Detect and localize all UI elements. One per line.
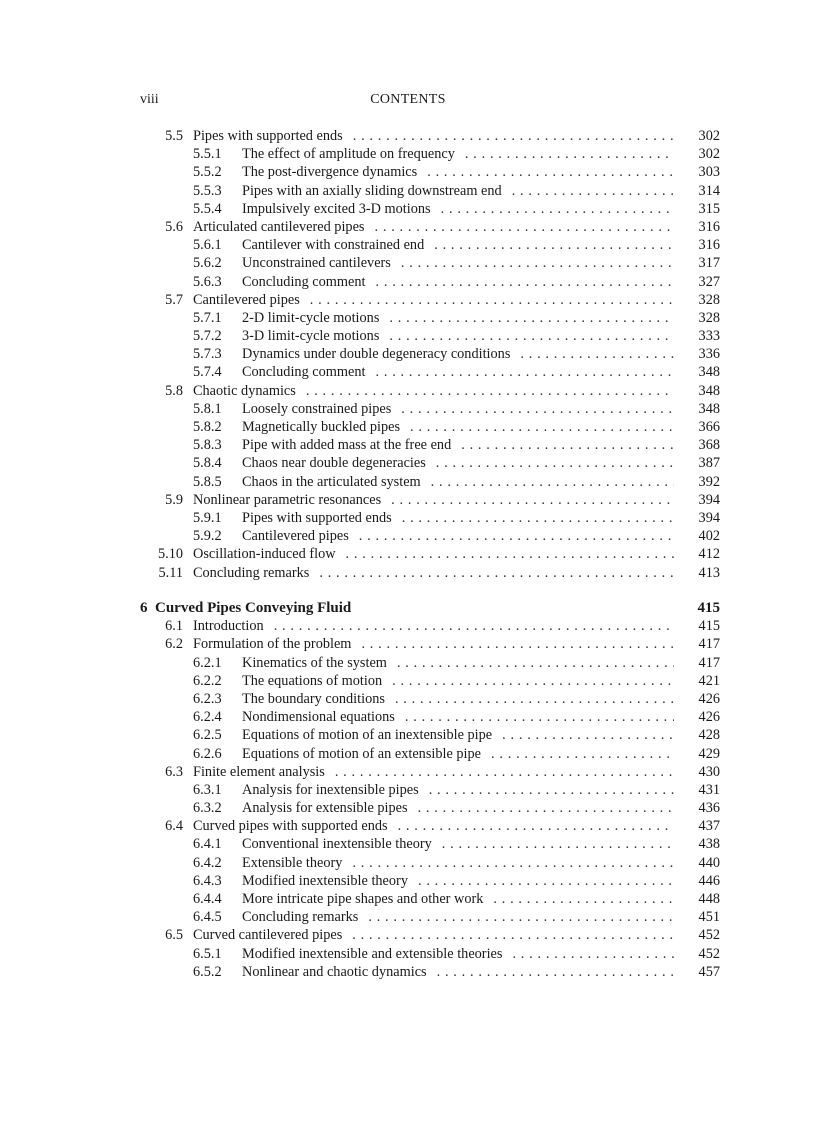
- toc-entry-title-wrap: [242, 345, 674, 363]
- toc-entry-number: 5.11: [158, 564, 183, 581]
- toc-entry-number: 5.9.1: [193, 509, 222, 526]
- toc-entry-page: 314: [698, 182, 720, 199]
- toc-entry-number: 6.1: [165, 618, 183, 635]
- toc-entry-title-wrap: [242, 708, 674, 726]
- toc-entry-number: 5.9: [165, 491, 183, 508]
- toc-entry-title: The boundary conditions: [242, 690, 385, 707]
- toc-entry[interactable]: [0, 545, 816, 563]
- toc-entry-title: The post-divergence dynamics: [242, 164, 418, 181]
- dot-leader: [418, 872, 674, 890]
- toc-entry[interactable]: [0, 690, 816, 708]
- toc-entry[interactable]: [0, 708, 816, 726]
- toc-entry-title-wrap: [193, 491, 674, 509]
- dot-leader: [346, 545, 674, 563]
- toc-entry-title-wrap: [242, 236, 674, 254]
- toc-entry-title-wrap: [242, 273, 674, 291]
- dot-leader: [437, 963, 674, 981]
- toc-entry-number: 6.3.2: [193, 800, 222, 817]
- toc-entry[interactable]: [0, 726, 816, 744]
- toc-entry-page: 336: [698, 346, 720, 363]
- dot-leader: [431, 473, 674, 491]
- toc-entry-number: 5.6.1: [193, 237, 222, 254]
- dot-leader: [442, 835, 674, 853]
- toc-entry-page: 436: [698, 800, 720, 817]
- dot-leader: [375, 218, 675, 236]
- toc-entry[interactable]: [0, 273, 816, 291]
- toc-entry-number: 5.7.2: [193, 328, 222, 345]
- dot-leader: [461, 436, 674, 454]
- toc-entry-title-wrap: [242, 963, 674, 981]
- toc-entry-title: Articulated cantilevered pipes: [193, 218, 365, 235]
- toc-entry[interactable]: [0, 763, 816, 781]
- dot-leader: [429, 781, 674, 799]
- toc-entry-page: 316: [698, 218, 720, 235]
- toc-entry-title: Equations of motion of an extensible pipe: [242, 745, 482, 762]
- toc-entry-title-wrap: [242, 854, 674, 872]
- toc-entry-title-wrap: [242, 163, 674, 181]
- toc-entry-title-wrap: [242, 200, 674, 218]
- toc-entry-title: Kinematics of the system: [242, 654, 387, 671]
- toc-entry-title: Concluding remarks: [193, 564, 310, 581]
- toc-entry-number: 5.10: [157, 546, 183, 563]
- dot-leader: [398, 817, 674, 835]
- toc-entry[interactable]: [0, 236, 816, 254]
- toc-entry-page: 402: [698, 528, 720, 545]
- toc-entry[interactable]: [0, 436, 816, 454]
- toc-entry-title-wrap: [242, 436, 674, 454]
- toc-entry[interactable]: [0, 835, 816, 853]
- table-of-contents: [0, 127, 816, 981]
- toc-entry-title-wrap: [242, 182, 674, 200]
- toc-entry-title: Equations of motion of an inextensible pipe: [242, 727, 493, 744]
- toc-entry-title: Concluding remarks: [242, 909, 359, 926]
- dot-leader: [389, 309, 674, 327]
- toc-entry-page: 317: [698, 255, 720, 272]
- toc-entry-title: Oscillation-induced flow: [193, 546, 336, 563]
- toc-entry-page: 302: [698, 146, 720, 163]
- dot-leader: [359, 527, 674, 545]
- toc-entry[interactable]: [0, 382, 816, 400]
- toc-entry-number: 5.5.1: [193, 146, 222, 163]
- toc-entry-title: 2-D limit-cycle motions: [242, 309, 380, 326]
- toc-entry[interactable]: [0, 745, 816, 763]
- toc-entry-title-wrap: [242, 835, 674, 853]
- toc-entry-title: Cantilever with constrained end: [242, 237, 425, 254]
- dot-leader: [306, 382, 674, 400]
- toc-entry-number: 6.2.2: [193, 672, 222, 689]
- toc-entry-title-wrap: [242, 254, 674, 272]
- toc-entry-title: Cantilevered pipes: [242, 528, 349, 545]
- toc-entry-number: 6.4.4: [193, 891, 222, 907]
- toc-entry-title-wrap: [193, 926, 674, 944]
- toc-entry-number: 5.8.3: [193, 437, 222, 454]
- toc-entry-page: 394: [698, 509, 720, 526]
- toc-entry-number: 5.7.1: [193, 309, 222, 326]
- toc-entry-number: 6.5: [165, 927, 183, 944]
- toc-entry[interactable]: [0, 291, 816, 309]
- dot-leader: [434, 236, 674, 254]
- toc-entry-title: The effect of amplitude on frequency: [242, 146, 455, 163]
- toc-entry-number: 5.8.4: [193, 455, 222, 472]
- toc-entry-page: 327: [698, 273, 720, 290]
- toc-entry-title-wrap: [242, 509, 674, 527]
- toc-entry-page: 426: [698, 709, 720, 726]
- running-title: CONTENTS: [370, 92, 446, 107]
- page-header: [0, 92, 816, 112]
- toc-entry-number: 5.8.5: [193, 473, 222, 490]
- toc-entry-number: 6.4.2: [193, 854, 222, 871]
- toc-entry-title: Analysis for extensible pipes: [242, 800, 408, 817]
- toc-entry-title-wrap: [193, 291, 674, 309]
- toc-entry-page: 446: [698, 872, 720, 889]
- toc-entry-number: 5.8.2: [193, 419, 222, 435]
- dot-leader: [405, 708, 674, 726]
- dot-leader: [465, 145, 674, 163]
- dot-leader: [392, 672, 674, 690]
- toc-entry[interactable]: [0, 564, 816, 582]
- toc-entry-page: 428: [698, 727, 720, 744]
- dot-leader: [410, 418, 674, 436]
- dot-leader: [352, 926, 674, 944]
- toc-entry-title-wrap: [242, 690, 674, 708]
- dot-leader: [493, 890, 674, 908]
- toc-entry-title: Chaotic dynamics: [193, 382, 296, 399]
- toc-entry-title-wrap: [242, 945, 674, 963]
- dot-leader: [319, 564, 674, 582]
- toc-entry[interactable]: [0, 127, 816, 145]
- toc-entry-title-wrap: [242, 890, 674, 908]
- toc-entry-title-wrap: [193, 218, 674, 236]
- toc-entry-page: 302: [698, 128, 720, 144]
- toc-entry-title-wrap: [242, 781, 674, 799]
- dot-leader: [491, 745, 674, 763]
- toc-entry-title-wrap: [193, 382, 674, 400]
- dot-leader: [391, 491, 674, 509]
- toc-entry-title: Pipes with an axially sliding downstream end: [242, 182, 502, 199]
- dot-leader: [335, 763, 674, 781]
- toc-entry-title-wrap: [242, 654, 674, 672]
- toc-entry-page: 413: [698, 564, 720, 581]
- toc-entry[interactable]: [0, 509, 816, 527]
- toc-entry-title: Magnetically buckled pipes: [242, 419, 401, 435]
- toc-entry-title-wrap: [242, 799, 674, 817]
- toc-entry-number: 6.2.5: [193, 727, 222, 744]
- toc-entry-page: 315: [698, 200, 720, 217]
- toc-entry-title-wrap: [193, 635, 674, 653]
- toc-entry-title: Concluding comment: [242, 364, 366, 381]
- toc-entry-page: 387: [698, 455, 720, 472]
- chapter-spacer: [0, 582, 816, 599]
- toc-entry-number: 6.4: [165, 818, 183, 835]
- toc-entry-number: 5.5: [165, 128, 183, 144]
- dot-leader: [436, 454, 674, 472]
- toc-entry-number: 5.6.3: [193, 273, 222, 290]
- toc-entry-number: 5.7: [165, 291, 183, 308]
- toc-entry-title: Chaos near double degeneracies: [242, 455, 426, 472]
- toc-entry-number: 5.5.3: [193, 182, 222, 199]
- toc-entry-title: Loosely constrained pipes: [242, 400, 392, 417]
- chapter-title: Curved Pipes Conveying Fluid: [155, 599, 352, 616]
- toc-entry[interactable]: [0, 781, 816, 799]
- toc-entry-title: Pipe with added mass at the free end: [242, 437, 452, 454]
- toc-entry-page: 348: [698, 364, 720, 381]
- dot-leader: [512, 182, 674, 200]
- toc-entry-title: Cantilevered pipes: [193, 291, 300, 308]
- toc-entry-page: 368: [698, 437, 720, 454]
- toc-entry[interactable]: [0, 854, 816, 872]
- toc-entry-title: Finite element analysis: [193, 763, 325, 780]
- toc-entry-page: 303: [698, 164, 720, 181]
- toc-entry-page: 451: [698, 909, 720, 926]
- toc-entry[interactable]: [0, 218, 816, 236]
- toc-entry-page: 328: [698, 291, 720, 308]
- toc-entry-title: Unconstrained cantilevers: [242, 255, 391, 272]
- dot-leader: [401, 254, 674, 272]
- toc-entry-title: Modified inextensible theory: [242, 872, 408, 889]
- toc-entry-title: Dynamics under double degeneracy conditions: [242, 346, 511, 363]
- chapter-heading[interactable]: [0, 599, 816, 618]
- toc-entry-number: 6.2.6: [193, 745, 222, 762]
- toc-entry-title-wrap: [242, 309, 674, 327]
- toc-entry-page: 415: [698, 618, 720, 635]
- dot-leader: [397, 654, 674, 672]
- toc-entry-number: 5.8.1: [193, 400, 222, 417]
- toc-entry-title: Nonlinear and chaotic dynamics: [242, 963, 427, 980]
- toc-entry[interactable]: [0, 527, 816, 545]
- toc-entry-page: 457: [698, 963, 720, 980]
- toc-entry[interactable]: [0, 182, 816, 200]
- toc-entry-page: 430: [698, 763, 720, 780]
- toc-entry-title-wrap: [242, 473, 674, 491]
- toc-entry[interactable]: [0, 418, 816, 436]
- toc-entry-page: 348: [698, 382, 720, 399]
- toc-entry-title: Conventional inextensible theory: [242, 836, 432, 853]
- dot-leader: [418, 799, 674, 817]
- toc-entry-title: Extensible theory: [242, 854, 343, 871]
- toc-entry-title-wrap: [193, 817, 674, 835]
- dot-leader: [352, 854, 674, 872]
- toc-entry-number: 5.6: [165, 218, 183, 235]
- dot-leader: [512, 945, 674, 963]
- toc-entry-page: 448: [698, 891, 720, 907]
- toc-entry-page: 417: [698, 636, 720, 653]
- toc-entry-page: 316: [698, 237, 720, 254]
- toc-entry-title-wrap: [193, 564, 674, 582]
- toc-entry[interactable]: [0, 200, 816, 218]
- toc-entry[interactable]: [0, 473, 816, 491]
- toc-entry[interactable]: [0, 945, 816, 963]
- toc-entry-title-wrap: [242, 527, 674, 545]
- toc-entry-title: The equations of motion: [242, 672, 383, 689]
- toc-entry-title-wrap: [242, 418, 674, 436]
- toc-entry-title-wrap: [193, 127, 674, 145]
- toc-entry[interactable]: [0, 817, 816, 835]
- toc-entry-title: Introduction: [193, 618, 264, 635]
- toc-entry-title: Concluding comment: [242, 273, 366, 290]
- toc-entry-number: 5.6.2: [193, 255, 222, 272]
- toc-entry-page: 452: [698, 945, 720, 962]
- toc-entry-page: 328: [698, 309, 720, 326]
- dot-leader: [402, 509, 674, 527]
- toc-entry[interactable]: [0, 454, 816, 472]
- toc-entry-title: Curved cantilevered pipes: [193, 927, 343, 944]
- toc-entry-number: 6.5.1: [193, 945, 222, 962]
- toc-entry-title: Curved pipes with supported ends: [193, 818, 388, 835]
- toc-entry-page: 333: [698, 328, 720, 345]
- toc-entry-page: 394: [698, 491, 720, 508]
- toc-entry[interactable]: [0, 635, 816, 653]
- toc-entry-number: 6.2.1: [193, 654, 222, 671]
- toc-entry-title: Chaos in the articulated system: [242, 473, 421, 490]
- toc-entry[interactable]: [0, 400, 816, 418]
- toc-entry[interactable]: [0, 926, 816, 944]
- toc-entry-title-wrap: [193, 617, 674, 635]
- dot-leader: [401, 400, 674, 418]
- toc-entry-page: 426: [698, 690, 720, 707]
- toc-entry-page: 348: [698, 400, 720, 417]
- toc-entry-page: 440: [698, 854, 720, 871]
- dot-leader: [368, 908, 674, 926]
- toc-section-6: [0, 617, 816, 981]
- dot-leader: [427, 163, 674, 181]
- dot-leader: [441, 200, 674, 218]
- toc-entry-page: 438: [698, 836, 720, 853]
- toc-entry-title: Analysis for inextensible pipes: [242, 781, 419, 798]
- dot-leader: [376, 273, 675, 291]
- toc-entry[interactable]: [0, 145, 816, 163]
- toc-entry-title: 3-D limit-cycle motions: [242, 328, 380, 345]
- toc-entry-number: 5.8: [165, 382, 183, 399]
- toc-entry[interactable]: [0, 617, 816, 635]
- toc-entry-title: More intricate pipe shapes and other work: [242, 891, 484, 907]
- toc-entry[interactable]: [0, 872, 816, 890]
- toc-entry-number: 6.2: [165, 636, 183, 653]
- toc-entry-page: 437: [698, 818, 720, 835]
- dot-leader: [274, 617, 674, 635]
- toc-entry[interactable]: [0, 799, 816, 817]
- toc-entry-number: 5.7.4: [193, 364, 222, 381]
- toc-entry-number: 6.5.2: [193, 963, 222, 980]
- toc-entry-page: 392: [698, 473, 720, 490]
- toc-entry-title-wrap: [242, 145, 674, 163]
- toc-section-5: [0, 127, 816, 582]
- toc-entry-number: 5.7.3: [193, 346, 222, 363]
- page-number: viii: [140, 92, 159, 107]
- toc-entry-page: 431: [698, 781, 720, 798]
- dot-leader: [389, 327, 674, 345]
- toc-entry-number: 6.4.1: [193, 836, 222, 853]
- toc-entry-title: Formulation of the problem: [193, 636, 352, 653]
- toc-entry-number: 5.5.2: [193, 164, 222, 181]
- toc-entry-title-wrap: [242, 400, 674, 418]
- toc-entry-number: 6.2.3: [193, 690, 222, 707]
- dot-leader: [502, 726, 674, 744]
- toc-entry-title: Nonlinear parametric resonances: [193, 491, 382, 508]
- toc-entry[interactable]: [0, 963, 816, 981]
- toc-entry-number: 6.3.1: [193, 781, 222, 798]
- dot-leader: [361, 635, 674, 653]
- chapter-page: 415: [697, 599, 720, 616]
- toc-entry[interactable]: [0, 491, 816, 509]
- toc-entry-title-wrap: [242, 672, 674, 690]
- toc-entry-number: 6.4.5: [193, 909, 222, 926]
- toc-entry-title-wrap: [242, 726, 674, 744]
- toc-entry-title-wrap: [242, 454, 674, 472]
- toc-entry-title: Pipes with supported ends: [242, 509, 392, 526]
- toc-entry-number: 6.4.3: [193, 872, 222, 889]
- toc-entry[interactable]: [0, 254, 816, 272]
- toc-entry[interactable]: [0, 363, 816, 381]
- toc-entry[interactable]: [0, 309, 816, 327]
- toc-entry[interactable]: [0, 327, 816, 345]
- dot-leader: [353, 127, 674, 145]
- dot-leader: [395, 690, 674, 708]
- toc-entry-title-wrap: [242, 327, 674, 345]
- chapter-number: 6: [140, 599, 148, 616]
- toc-entry-number: 6.2.4: [193, 709, 222, 726]
- toc-entry-title-wrap: [242, 745, 674, 763]
- toc-entry-title-wrap: [193, 545, 674, 563]
- toc-entry-title-wrap: [193, 763, 674, 781]
- toc-entry[interactable]: [0, 672, 816, 690]
- toc-entry-page: 412: [698, 546, 720, 563]
- dot-leader: [520, 345, 674, 363]
- toc-entry-page: 421: [698, 672, 720, 689]
- dot-leader: [376, 363, 675, 381]
- dot-leader: [310, 291, 674, 309]
- toc-entry-title: Pipes with supported ends: [193, 128, 343, 144]
- toc-entry[interactable]: [0, 163, 816, 181]
- toc-entry-page: 366: [698, 419, 720, 435]
- toc-entry[interactable]: [0, 345, 816, 363]
- toc-entry-number: 6.3: [165, 763, 183, 780]
- toc-entry-page: 417: [698, 654, 720, 671]
- toc-entry-title-wrap: [242, 908, 674, 926]
- toc-entry-title: Modified inextensible and extensible theories: [242, 945, 503, 962]
- toc-entry-title-wrap: [242, 872, 674, 890]
- toc-entry-title: Impulsively excited 3-D motions: [242, 200, 431, 217]
- toc-entry-page: 429: [698, 745, 720, 762]
- toc-entry-number: 5.5.4: [193, 200, 222, 217]
- toc-entry[interactable]: [0, 908, 816, 926]
- toc-entry[interactable]: [0, 890, 816, 908]
- toc-entry-number: 5.9.2: [193, 528, 222, 545]
- toc-entry-title: Nondimensional equations: [242, 709, 395, 726]
- toc-entry-page: 452: [698, 927, 720, 944]
- toc-entry-title-wrap: [242, 363, 674, 381]
- toc-entry[interactable]: [0, 654, 816, 672]
